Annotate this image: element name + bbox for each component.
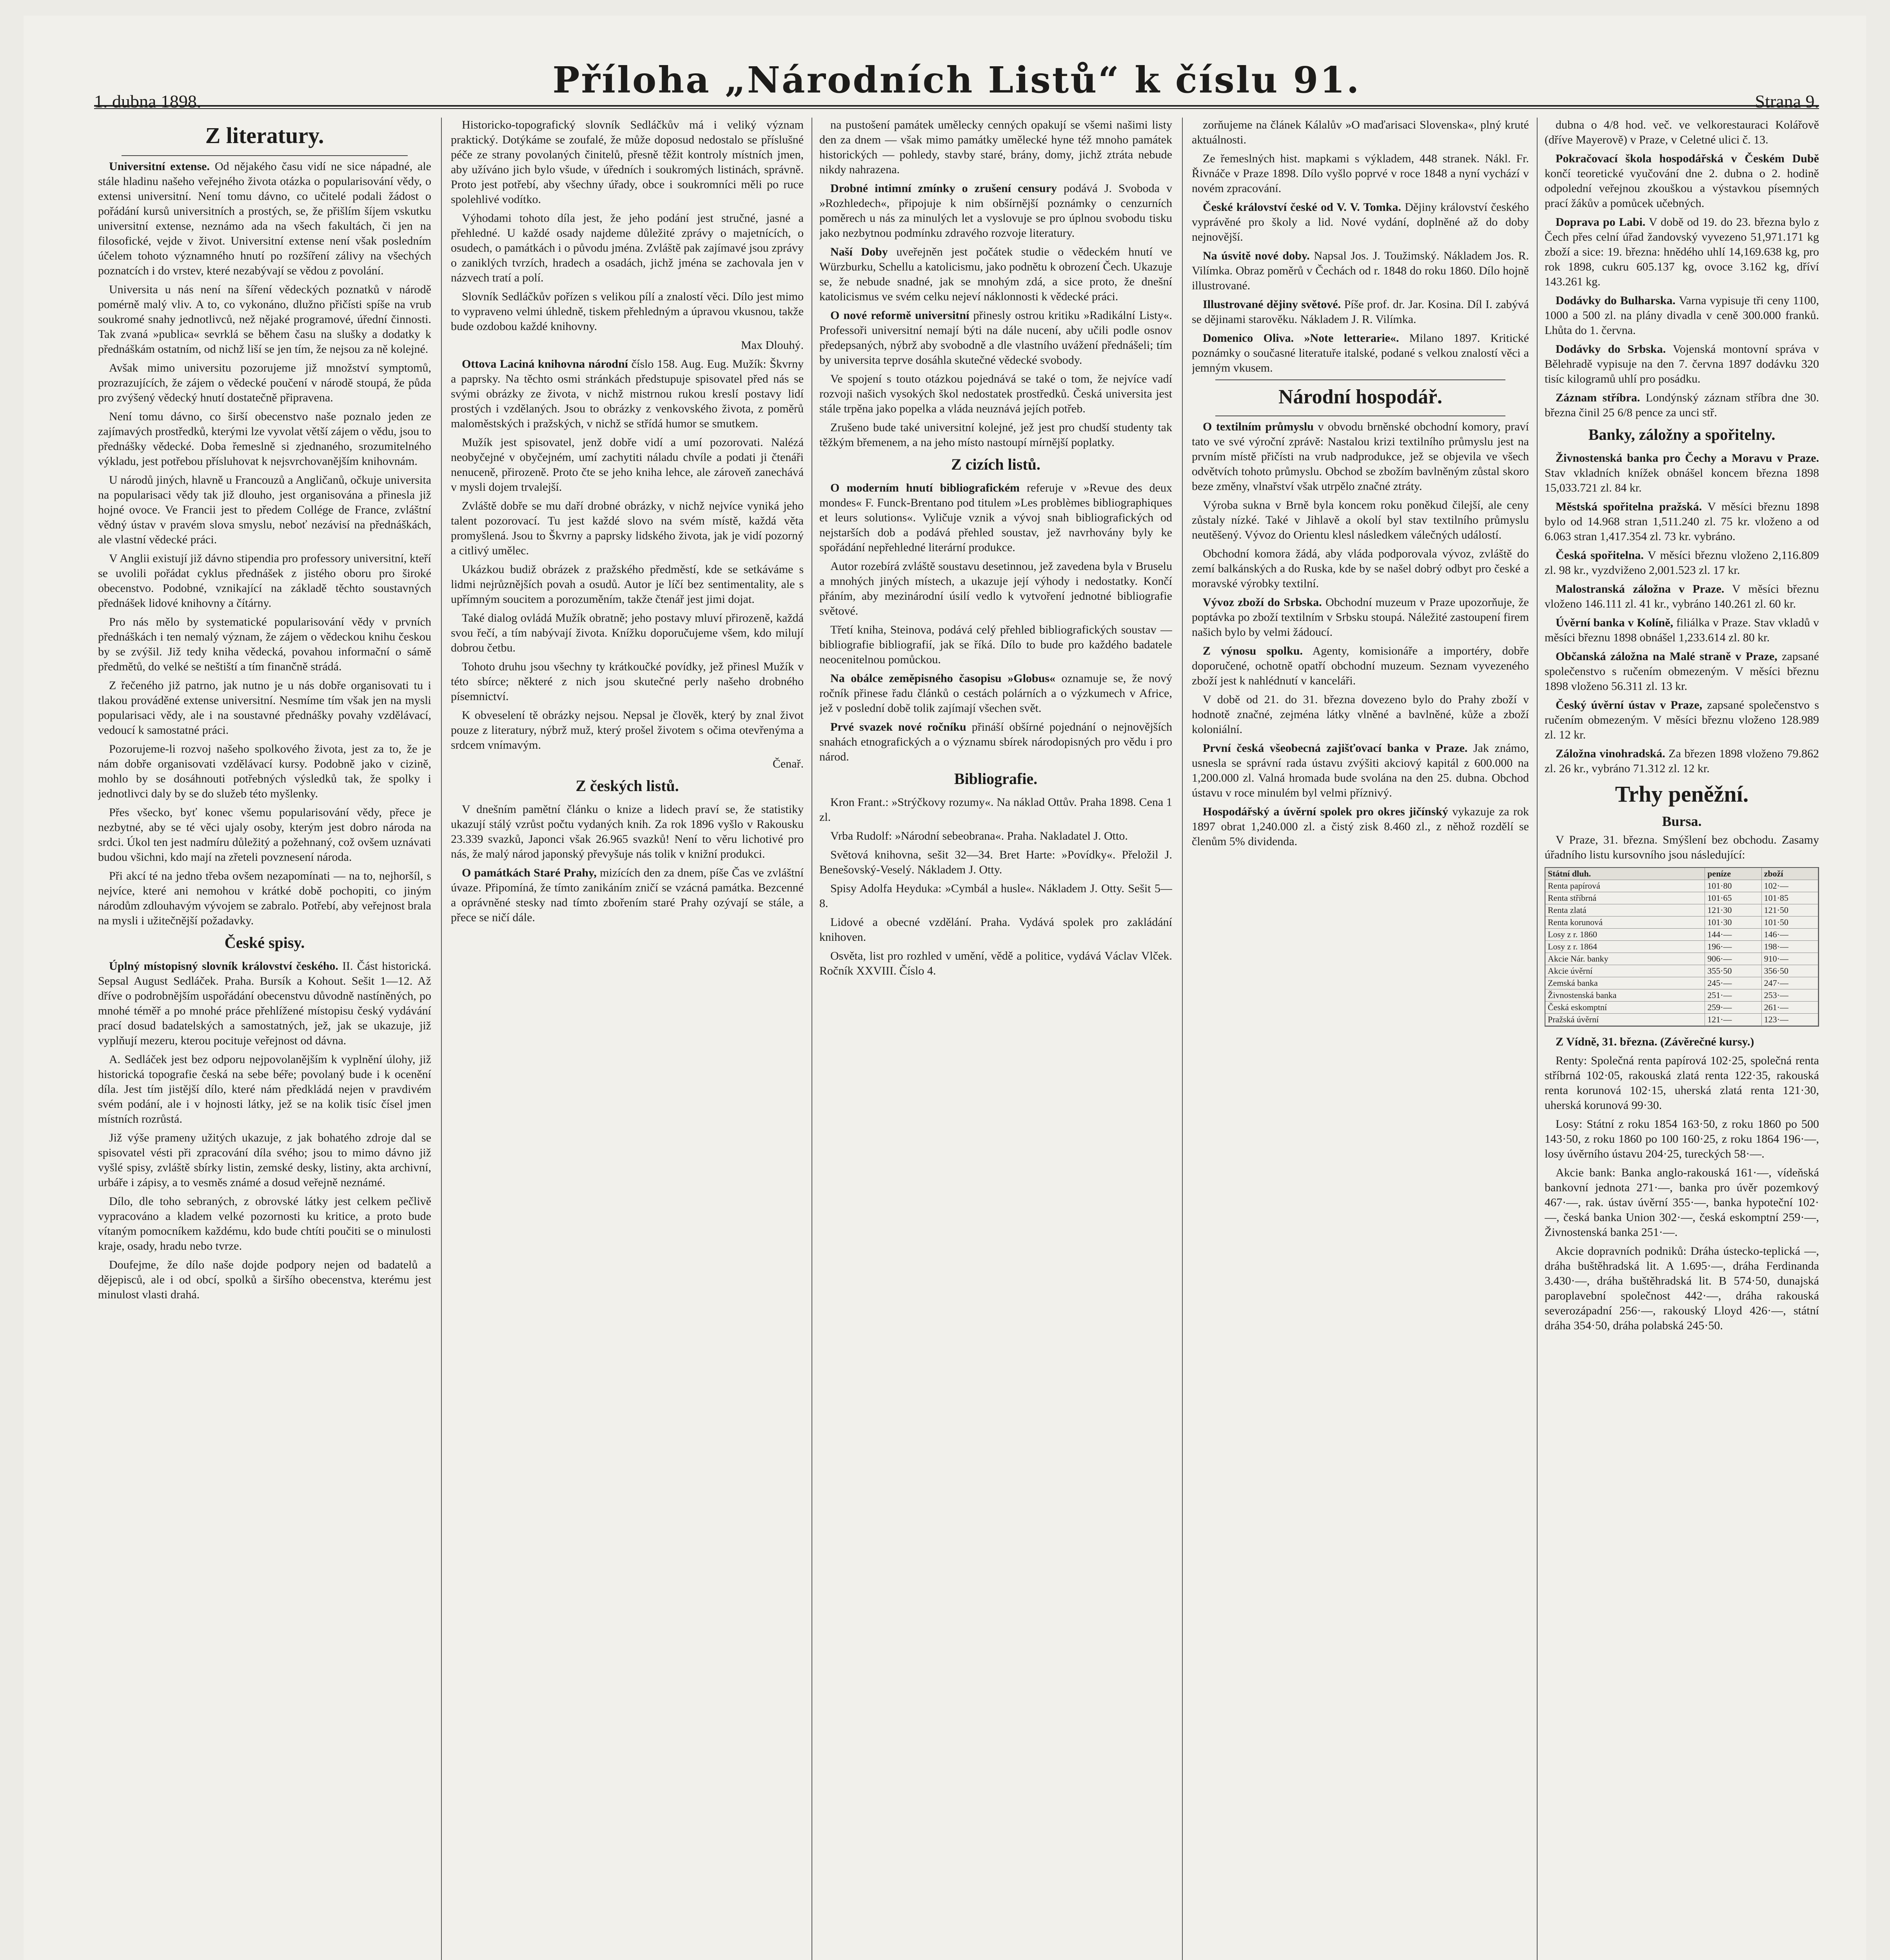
article-paragraph: [819, 308, 1172, 368]
column-3: [819, 118, 1172, 1960]
article-paragraph: Výroba sukna v Brně byla koncem roku poněkud čilejší, ale ceny zůstaly nízké. Také v Jihlavě a okolí byl stav textilního průmyslu neutěšený. Vývoz do Orientu klesl následkem válečných událostí.: [1192, 499, 1529, 541]
table-row: [1545, 892, 1818, 904]
article-paragraph: [1545, 499, 1819, 544]
article-paragraph: [819, 181, 1172, 241]
table-row: [1545, 1002, 1818, 1014]
table-cell: 102·—: [1762, 880, 1818, 892]
article-paragraph: Avšak mimo universitu pozorujeme již množství symptomů, prozrazujících, že zájem o vědecké poučení v národě stoupá, že půda pro zvýšený vědecký hnutí dostatečně připravena.: [98, 361, 431, 404]
article-paragraph: [1545, 151, 1819, 211]
article-paragraph: Mužík jest spisovatel, jenž dobře vidí a umí pozorovati. Nalézá neobyčejné v obyčejném, umí zachytiti náladu chvíle a podati ji čtenáři nenuceně, přirozeně. Proto čte se jeho kniha lehce, ale zároveň zanechává v mysli dojem trvalejší.: [451, 436, 804, 494]
table-cell: 261·—: [1762, 1002, 1818, 1013]
article-text: Dějiny království českého vyprávěné pro školy a lid. Nové vydání, doplněné až do doby nejnovější.: [1192, 201, 1529, 243]
article-text: V době od 19. do 23. března bylo z Čech přes celní úřad žandovský vyvezeno 51,971.171 kg zboží a sice: 19. března: hnědého uhlí 14,169.638 kg, pro rok 1898, cukru 605.137 kg, ovoce 3.162 kg, dříví 143.261 kg.: [1545, 216, 1819, 288]
article-title: Záložna vinohradská.: [1556, 747, 1665, 760]
article-paragraph: [1545, 649, 1819, 694]
table-cell: 251·—: [1705, 989, 1761, 1001]
article-title: Z výnosu spolku.: [1203, 644, 1303, 657]
table-cell: 910·—: [1762, 953, 1818, 965]
article-text: Jak známo, usnesla se správní rada ústavu zvýšiti akciový kapitál z 600.000 na 1,200.000 zl. Valná hromada bude svolána na den 25. dubna. Obchod ústavu v roce minulém byl velmi příznivý.: [1192, 742, 1529, 799]
table-row: [1545, 880, 1818, 892]
article-paragraph: Již výše prameny užitých ukazuje, z jak bohatého zdroje dal se spisovatel vésti při zpracování díla svého; jsou to mimo dávno již vyšlé spisy, zvláště sbírky listin, zemské desky, listiny, akta archivní, urbáře i zápisy, a to vesměs známé a dosud veřejně neznámé.: [98, 1131, 431, 1189]
article-text: vykazuje za rok 1897 obrat 1,240.000 zl. a čistý zisk 8.460 zl., z něhož rozdělí se členům 5% dividenda.: [1192, 805, 1529, 848]
article-title: Prvé svazek nové ročníku: [830, 720, 966, 733]
article-title: Na obálce zeměpisného časopisu »Globus«: [830, 672, 1055, 685]
article-title: O památkách Staré Prahy,: [462, 866, 597, 879]
article-title: Občanská záložna na Malé straně v Praze,: [1556, 650, 1777, 663]
article-paragraph: A. Sedláček jest bez odporu nejpovolanějším k vyplnění úlohy, již historická topografie česká na sebe béře; povolaný bude i k ocenění díla. Jest tím jistější dílo, které nám předkládá nejen v pravdivém svém podání, ale i v hojnosti látky, jež se na kolik tisíc čísel jmen místních rozrůstá.: [98, 1053, 431, 1125]
article-paragraph: [1192, 804, 1529, 849]
article-paragraph: [1545, 342, 1819, 387]
masthead-rule: [94, 105, 1819, 107]
table-cell: Losy z r. 1864: [1545, 941, 1705, 953]
article-paragraph: Přes všecko, byť konec všemu popularisování vědy, přece je nezbytné, aby se té věci ujaly osoby, kterým jest dobro národa na srdci. Úkol ten jest nadmíru důležitý a požehnaný, což ovšem uznávati budou všichni, kdo mají na zřeteli povznesení národa.: [98, 806, 431, 864]
article-text: Varna vypisuje tři ceny 1100, 1000 a 500 zl. na plány divadla v ceně 300.000 franků. Lhůta do 1. června.: [1545, 294, 1819, 337]
table-cell: 144·—: [1705, 929, 1761, 940]
table-cell: 355·50: [1705, 965, 1761, 977]
article-title: Na úsvitě nové doby.: [1203, 249, 1310, 262]
table-header-cell: Státní dluh.: [1545, 868, 1705, 880]
article-paragraph: [819, 245, 1172, 304]
table-cell: Renta stříbrná: [1545, 892, 1705, 904]
article-paragraph: Universita u nás není na šíření vědeckých poznatků v národě pomérně malý vliv. A to, co vykonáno, dlužno přičísti spíše na vrub soukromé snahy jednotlivců, než nějaké programové, úřední činnosti. Tak zvaná »publica« sevrklá se během času na slušky a dodatky k přednáškám ostatním, od nichž liší se jen tím, že nejsou za ně kolejné.: [98, 283, 431, 356]
table-row: [1545, 941, 1818, 953]
article-paragraph: Při akcí té na jedno třeba ovšem nezapomínati — na to, nejhoršíl, s nejvíce, které ani nemohou v krátké době pochopiti, co jiným národům zdlouhavým vývojem se zabralo. Potřebí, aby veřejnost brala na mysli i užitečnější požadavky.: [98, 869, 431, 927]
article-text: zapsané společenstvo s ručením obmezeným. V měsíci březnu vloženo 128.989 zl. 12 kr.: [1545, 699, 1819, 741]
article-paragraph: [1545, 582, 1819, 612]
article-title: Ottova Laciná knihovna národní: [462, 358, 628, 370]
article-paragraph: [1545, 215, 1819, 289]
article-paragraph: [1192, 595, 1529, 640]
article-paragraph: [1192, 644, 1529, 688]
subsection-heading-czech-papers: Z českých listů.: [576, 777, 679, 795]
table-cell: Renta papírová: [1545, 880, 1705, 892]
article-paragraph: Také dialog ovládá Mužík obratně; jeho postavy mluví přirozeně, každá svou řečí, a tím nabývají života. Knížku doporučujeme všem, kdo milují dobrou četbu.: [451, 612, 804, 654]
column-divider: [1537, 118, 1538, 1960]
article-paragraph: U národů jiných, hlavně u Francouzů a Angličanů, očkuje universita na popularisaci vědy tak již dlouho, jest organisována a přinesla již hojné ovoce. Ve Francii jest to předem Collége de France, zvláštní vědný ústav v pravém slova smyslu, neboť nezávisí na přednáškách, ale vlastní vědecké práci.: [98, 474, 431, 546]
article-title: Vývoz zboží do Srbska.: [1203, 596, 1322, 609]
table-row: [1545, 953, 1818, 965]
masthead: [94, 59, 1819, 111]
article-title: České království české od V. V. Tomka.: [1203, 201, 1401, 214]
table-cell: Akcie Nár. banky: [1545, 953, 1705, 965]
article-paragraph: Tohoto druhu jsou všechny ty krátkoučké povídky, jež přinesl Mužík v této sbírce; některé z nich jsou skutečné perly našeho drobného písemnictví.: [451, 660, 804, 703]
article-paragraph: Autor rozebírá zvláště soustavu desetinnou, jež zavedena byla v Bruselu a mnohých jiných místech, a ukazuje její výhody i nedostatky. Končí přáním, aby mezinárodní úsilí vedlo k vytvoření jednotné bibliografie světové.: [819, 560, 1172, 617]
table-cell: 245·—: [1705, 977, 1761, 989]
article-paragraph: [1545, 390, 1819, 420]
article-title: Pokračovací škola hospodářská v Českém Dubě: [1556, 152, 1819, 165]
article-title: Universitní extense.: [109, 160, 210, 173]
article-paragraph: [1192, 419, 1529, 494]
article-title: Dodávky do Srbska.: [1556, 343, 1666, 356]
article-text: podává J. Svoboda v »Rozhledech«, připojuje k nim obšírnější poznámky o cenzurních poměrech u nás za minulých let a vyslovuje se pro úplnou svobodu tisku jako nezbytnou podmínku zdravého rozvoje literatury.: [819, 182, 1172, 240]
subsection-heading-foreign-papers: Z cizích listů.: [951, 456, 1040, 473]
article-text: mizících den za dnem, píše Čas ve zvláštní úvaze. Připomíná, že tímto zanikáním zničí se vzácná památka. Bezcenné a oprávněné stesky nad tímto zbořením staré Prahy ozývají se stále, a přece se ničí dále.: [451, 866, 804, 924]
column-5: [1545, 118, 1819, 1960]
article-paragraph: Zrušeno bude také universitní kolejné, jež jest pro chudší studenty tak těžkým břemenem, a na jeho místo nastoupí mírnější poplatky.: [819, 421, 1172, 449]
article-title: Úvěrní banka v Kolíně,: [1556, 616, 1673, 629]
article-title: První česká všeobecná zajišťovací banka v Praze.: [1203, 742, 1468, 755]
article-title: Drobné intimní zmínky o zrušení censury: [830, 182, 1057, 195]
table-row: [1545, 965, 1818, 977]
masthead-title: Příloha „Národních Listů“ k číslu 91.: [552, 59, 1361, 101]
article-paragraph: [1192, 297, 1529, 327]
article-paragraph: Slovník Sedláčkův pořízen s velikou pílí a znalostí věci. Dílo jest mimo to vypraveno velmi úhledně, tiskem přehledným a úpravou vkusnou, takže bude ozdobou každé knihovny.: [451, 290, 804, 333]
table-cell: Česká eskomptní: [1545, 1002, 1705, 1013]
table-header-cell: zboží: [1762, 868, 1818, 880]
article-title: Živnostenská banka pro Čechy a Moravu v Praze.: [1556, 452, 1819, 465]
article-title: Česká spořitelna.: [1556, 549, 1644, 562]
article-paragraph: V dnešním pamětní článku o knize a lidech praví se, že statistiky ukazují stálý vzrůst počtu vydaných knih. Za rok 1896 vyšlo v Rakousku 23.339 svazků, Japonci však 26.965 svazků! Není to věru lichotivé pro nás, že malý národ japonský převyšuje nás tolik v knižní produkci.: [451, 803, 804, 860]
table-row: [1545, 977, 1818, 989]
article-paragraph: Doufejme, že dílo naše dojde podpory nejen od badatelů a dějepisců, ale i od obcí, spolků a širšího obecenstva, kterému jest minulost vlasti drahá.: [98, 1258, 431, 1301]
article-title: Městská spořitelna pražská.: [1556, 500, 1702, 513]
article-paragraph: [1545, 548, 1819, 578]
article-text: filiálka v Praze. Stav vkladů v měsíci březnu 1898 obnášel 1,233.614 zl. 80 kr.: [1545, 616, 1819, 644]
article-paragraph: [98, 159, 431, 278]
article-text: Agenty, komisionáře a importéry, dobře doporučené, ochotně opatří obchodní muzeum. Seznam vyvezeného zboží jest k nahlédnutí v kanceláři.: [1192, 644, 1529, 687]
article-title: Hospodářský a úvěrní spolek pro okres jičínský: [1203, 805, 1449, 818]
article-paragraph: Renty: Společná renta papírová 102·25, společná renta stříbrná 102·05, rakouská zlatá renta 122·35, rakouská renta korunová 102·15, uherská zlatá renta 121·30, uherská korunová 99·30.: [1545, 1054, 1819, 1112]
article-paragraph: [819, 481, 1172, 555]
bibliography-entry: Osvěta, list pro rozhled v umění, vědě a politice, vydává Václav Vlček. Ročník XXVIII. Číslo 4.: [819, 949, 1172, 977]
article-title: Domenico Oliva. »Note letterarie«.: [1203, 332, 1399, 345]
article-text: Milano 1897. Kritické poznámky o současné literatuře italské, podané s velkou znalostí věci a jemným vkusem.: [1192, 332, 1529, 374]
table-cell: Živnostenská banka: [1545, 989, 1705, 1001]
article-title: Dodávky do Bulharska.: [1556, 294, 1676, 307]
bibliography-entry: Světová knihovna, sešit 32—34. Bret Harte: »Povídky«. Přeložil J. Benešovský-Veselý. Nákladem J. Otty.: [819, 848, 1172, 876]
section-heading-literature: Z literatury.: [205, 123, 324, 148]
article-paragraph: [98, 959, 431, 1048]
table-cell: 247·—: [1762, 977, 1818, 989]
issue-date: 1. dubna 1898.: [94, 91, 202, 111]
vienna-heading: [1545, 1034, 1819, 1049]
table-cell: 121·30: [1705, 904, 1761, 916]
author-signature: Čenař.: [772, 757, 804, 770]
article-text: II. Část historická. Sepsal August Sedláček. Praha. Bursík a Kohout. Sešit 1—12. Až dříve o podrobnějším uspořádání obecenstvu důvodně nastíněných, po mnohé téměř a po mnohé práce přehlížené místopisu český vydávání prací dosud badatelských a samostatných, jež, jak se ukazuje, již vyplňují mezeru, kterou pocituje veřejnost od dávna.: [98, 960, 431, 1047]
article-paragraph: Akcie dopravních podniků: Dráha ústecko-teplická —, dráha buštěhradská lit. A 1.695·—, dráha Ferdinanda 3.430·—, dráha buštěhradská lit. B 574·50, dunajská paroplavební společnost 442·—, dráha rakouská severozápadní 256·—, rakouský Lloyd 426·—, státní dráha 354·50, dráha polabská 245·50.: [1545, 1245, 1819, 1332]
column-divider: [441, 118, 442, 1960]
article-title: Doprava po Labi.: [1556, 216, 1646, 229]
article-title: O textilním průmyslu: [1203, 420, 1314, 433]
article-text: v obvodu brněnské obchodní komory, praví tato ve své výroční zprávě: Nastalou krizi textilního průmyslu jest na prvním místě přičísti na vrub nadprodukce, jež se objevila ve všech odvětvích tohoto průmyslu. Obchod se zbožím bavlněným zůstal skoro beze změny, vlnařství však utrpělo značné ztráty.: [1192, 420, 1529, 493]
article-text: Za březen 1898 vloženo 79.862 zl. 26 kr., vybráno 71.312 zl. 12 kr.: [1545, 747, 1819, 775]
article-text: V měsíci březnu vloženo 146.111 zl. 41 kr., vybráno 140.261 zl. 60 kr.: [1545, 583, 1819, 610]
article-text: zapsané společenstvo s ručením obmezeným. V měsíci březnu 1898 vloženo 56.311 zl. 13 kr.: [1545, 650, 1819, 693]
article-text: Od nějakého času vidí ne sice nápadné, ale stále hladinu našeho veřejného života otázka o popularisování vědy, o extensi universitní. Není tomu dávno, co učitelé podali žádost o pořádání kursů universitních a prostých, se, že přišlím šíjem vskutku universitní extense, neznámo ada na všech fakultách, či jen na filosofické, vejde v život. Universitní extense není však posledním účelem tohoto významného hnutí po rozšíření zálivy na všechých poznatcích i do vrstev, které nezabývají se vědou z povolání.: [98, 160, 431, 277]
subsection-heading-bourse: Bursa.: [1662, 813, 1702, 829]
column-2: [451, 118, 804, 1960]
article-text: přinesly ostrou kritiku »Radikální Listy«. Professoři universitní nemají býti na dále nucení, aby učili podle osnov předepsaných, nýbrž aby svobodně a dle vlastního uvážení přednášeli; tím by universita teprve dosáhla skutečné vědecké svobody.: [819, 309, 1172, 367]
article-paragraph: Obchodní komora žádá, aby vláda podporovala vývoz, zvláště do zemí balkánských a do Ruska, kde by se našel dobrý odbyt pro české a moravské výrobky textilní.: [1192, 547, 1529, 590]
article-paragraph: [819, 671, 1172, 716]
article-paragraph: [1192, 331, 1529, 376]
article-text: Obchodní muzeum v Praze upozorňuje, že poptávka po zboží textilním v Srbsku stoupá. Náležité zastoupení firem našich bylo by velmi žádoucí.: [1192, 596, 1529, 639]
section-heading-banks: Banky, záložny a spořitelny.: [1588, 426, 1776, 443]
table-cell: Renta korunová: [1545, 916, 1705, 928]
article-paragraph: [819, 720, 1172, 764]
table-cell: 253·—: [1762, 989, 1818, 1001]
article-text: Píše prof. dr. Jar. Kosina. Díl I. zabývá se dějinami starověku. Nákladem J. R. Vilímka.: [1192, 298, 1529, 326]
table-cell: Akcie úvěrní: [1545, 965, 1705, 977]
subsection-heading-czech-books: České spisy.: [224, 934, 305, 951]
table-cell: 121·—: [1705, 1014, 1761, 1025]
article-title: Z Vídně, 31. března. (Závěrečné kursy.): [1556, 1035, 1754, 1048]
heading-rule: [122, 155, 408, 156]
article-title: O nové reformě universitní: [830, 309, 970, 322]
table-header-row: [1545, 868, 1818, 880]
table-cell: Renta zlatá: [1545, 904, 1705, 916]
article-paragraph: Třetí kniha, Steinova, podává celý přehled bibliografických soustav — bibliografie bibliografií, jak se říká. Dílo to bude pro každého badatele neocenitelnou pomůckou.: [819, 623, 1172, 666]
article-title: Malostranská záložna v Praze.: [1556, 583, 1725, 595]
column-divider: [1182, 118, 1183, 1960]
table-cell: 356·50: [1762, 965, 1818, 977]
article-paragraph: K obveselení tě obrázky nejsou. Nepsal je člověk, který by znal život pouze z literatury, nýbrž muž, který prošel životem s očima otevřenýma a srdcem vnímavým.: [451, 709, 804, 751]
article-text: končí teoretické vyučování dne 2. dubna o 2. hodině odpolední veřejnou zkouškou a výstavkou písemných prací žákův a pomůcek učebných.: [1545, 167, 1819, 210]
table-cell: 123·—: [1762, 1014, 1818, 1025]
article-paragraph: [1545, 746, 1819, 776]
bibliography-entry: Lidové a obecné vzdělání. Praha. Vydává spolek pro zakládání knihoven.: [819, 916, 1172, 944]
table-cell: Losy z r. 1860: [1545, 929, 1705, 940]
table-cell: 101·80: [1705, 880, 1761, 892]
article-paragraph: V Anglii existují již dávno stipendia pro professory universitní, kteří se uvolili pořádat cyklus přednášek z jistého oboru pro široké obecenstvo. Podobné, vznikající na základě těchto soustavných přednášek lidové knihovny a čítárny.: [98, 552, 431, 610]
subsection-heading-bibliography: Bibliografie.: [954, 770, 1038, 788]
article-title: Záznam stříbra.: [1556, 391, 1640, 404]
article-paragraph: [451, 357, 804, 431]
section-heading-economy: Národní hospodář.: [1278, 386, 1443, 408]
article-paragraph: Akcie bank: Banka anglo-rakouská 161·—, vídeňská bankovní jednota 271·—, banka pro úvěr pozemkový 467·—, rak. ústav úvěrní 355·—, banka hypoteční 102·—, česká banka Union 302·—, česká eskomptní 259·—, Živnostenská banka 251·—.: [1545, 1166, 1819, 1239]
table-cell: 101·65: [1705, 892, 1761, 904]
article-paragraph: [451, 866, 804, 925]
article-text: Londýnský záznam stříbra dne 30. března činil 25 6/8 pence za unci stř.: [1545, 391, 1819, 419]
article-paragraph: [1545, 698, 1819, 742]
table-cell: 121·50: [1762, 904, 1818, 916]
article-paragraph: Losy: Státní z roku 1854 163·50, z roku 1860 po 500 143·50, z roku 1860 po 100 160·25, z roku 1864 196·—, losy úvěrního ústavu 204·25, tureckých 58·—.: [1545, 1118, 1819, 1160]
article-text: V měsíci březnu vloženo 2,116.809 zl. 98 kr., vyzdviženo 2,001.523 zl. 17 kr.: [1545, 549, 1819, 577]
bibliography-entry: Spisy Adolfa Heyduka: »Cymbál a husle«. Nákladem J. Otty. Sešit 5—8.: [819, 882, 1172, 910]
table-cell: Pražská úvěrní: [1545, 1014, 1705, 1025]
article-title: Illustrované dějiny světové.: [1203, 298, 1341, 311]
exchange-rate-table: [1545, 867, 1819, 1027]
article-paragraph: Není tomu dávno, co širší obecenstvo naše poznalo jeden ze zajímavých prostředků, kterými lze vyvolat větší zájem o vědu, jsou to přednášky vědecké. Doba řemeslně si zjednaného, srozumitelného výkladu, jest potřebou přísluhovat k nejsvrchovanějším knihovnám.: [98, 410, 431, 468]
table-cell: 101·85: [1762, 892, 1818, 904]
table-cell: 101·50: [1762, 916, 1818, 928]
article-paragraph: Výhodami tohoto díla jest, že jeho podání jest stručné, jasné a přehledné. U každé osady najdeme důležité zprávy o majetnících, o osudech, o památkách i o původu jména. Zvláště pak zajímavé jsou zprávy o zaniklých tvrzích, hradech a osadách, jichž jména se zachovala jen v názvech tratí a polí.: [451, 212, 804, 284]
table-cell: 101·30: [1705, 916, 1761, 928]
article-text: číslo 158. Aug. Eug. Mužík: Škvrny a paprsky. Na těchto osmi stránkách předstupuje spisovatel před nás se svými obrázky ze života, v nichž mistrnou rukou kreslí postavy lidí prostých i vzdělaných. Jsou to obrázky z venkovského života, z poměrů maloměstských i pražských, v nichž se střídá humor se smutkem.: [451, 358, 804, 430]
article-paragraph: [1545, 615, 1819, 645]
table-cell: 146·—: [1762, 929, 1818, 940]
section-heading-money-markets: Trhy peněžní.: [1615, 781, 1749, 807]
table-row: [1545, 904, 1818, 916]
table-cell: 196·—: [1705, 941, 1761, 953]
page-number: Strana 9.: [1755, 91, 1819, 111]
article-paragraph: V Praze, 31. března. Smýšlení bez obchodu. Zasamy úřadního listu kursovního jsou následující:: [1545, 833, 1819, 861]
article-paragraph: V době od 21. do 31. března dovezeno bylo do Prahy zboží v hodnotě značné, zejména látky vlněné a bavlněné, kůže a zboží koloniální.: [1192, 693, 1529, 736]
bibliography-entry: Vrba Rudolf: »Národní sebeobrana«. Praha. Nakladatel J. Otto.: [830, 829, 1128, 842]
bibliography-entry: Kron Frant.: »Strýčkovy rozumy«. Na náklad Ottův. Praha 1898. Cena 1 zl.: [819, 796, 1172, 824]
table-cell: 198·—: [1762, 941, 1818, 953]
article-paragraph: Ze řemeslných hist. mapkami s výkladem, 448 stranek. Nákl. Fr. Řivnáče v Praze 1898. Dílo vyšlo poprvé v roce 1848 a nyní vychází v novém zpracování.: [1192, 152, 1529, 195]
column-1: [98, 118, 431, 1960]
article-text: Vojenská montovní správa v Bělehradě vypisuje na den 7. června 1897 dodávku 320 tisíc kilogramů uhlí pro posádku.: [1545, 343, 1819, 385]
table-cell: 259·—: [1705, 1002, 1761, 1013]
table-row: [1545, 916, 1818, 929]
table-header-cell: peníze: [1705, 868, 1761, 880]
article-paragraph: Ukázkou budiž obrázek z pražského předměstí, kde se setkáváme s lidmi nejrůznějších povah a osudů. Autor je líčí bez sentimentality, ale s upřímným soucitem a porozuměním, takže čtenář jest jimi dojat.: [451, 563, 804, 606]
column-4: [1192, 118, 1529, 1960]
article-title: O moderním hnutí bibliografickém: [830, 481, 1020, 494]
article-paragraph: Ve spojení s touto otázkou pojednává se také o tom, že nejvíce vadí rozvoji našich vysokých škol nedostatek prostředků. Česká universita jest stále trpěna jako popelka a vláda neuznává jejích potřeb.: [819, 372, 1172, 415]
article-paragraph: Dílo, dle toho sebraných, z obrovské látky jest celkem pečlivě vypracováno a kladem velké pozornosti ku kritice, a proto bude vítaným pomocníkem každému, kdo bude chtíti poučiti se o minulosti kraje, osady, hradu nebo tvrze.: [98, 1195, 431, 1252]
article-paragraph: Zvláště dobře se mu daří drobné obrázky, v nichž nejvíce vyniká jeho talent pozorovací. Tu jest každé slovo na svém místě, každá věta promyšlená. Jsou to Škvrny a paprsky lidského života, jak je vidí pozorný a citlivý umělec.: [451, 499, 804, 557]
masthead-rule-thin: [94, 108, 1819, 109]
article-paragraph: Pozorujeme-li rozvoj našeho spolkového života, jest za to, že je nám dobře organisovati vzdělávací kursy. Podobně jako v cizině, mohlo by se dosáhnouti potřebných výsledků tak, že spolky i jednotlivci daly by se do služeb této myšlenky.: [98, 742, 431, 800]
article-text: V měsíci březnu 1898 bylo od 14.968 stran 1,511.240 zl. 75 kr. vloženo a od 6.063 stran 1,417.354 zl. 73 kr. vybráno.: [1545, 500, 1819, 543]
article-paragraph: [1192, 200, 1529, 245]
article-paragraph: [1545, 451, 1819, 495]
article-paragraph: dubna o 4/8 hod. več. ve velkorestauraci Kolářově (dříve Mayerově) v Praze, v Celetné ulici č. 13.: [1545, 118, 1819, 146]
article-text: Napsal Jos. J. Toužimský. Nákladem Jos. R. Vilímka. Obraz poměrů v Čechách od r. 1848 do roku 1860. Dílo hojně illustrované.: [1192, 249, 1529, 292]
table-row: [1545, 1014, 1818, 1026]
article-paragraph: zorňujeme na článek Kálalův »O maďarisaci Slovenska«, plný kruté aktuálnosti.: [1192, 118, 1529, 146]
article-paragraph: [1192, 741, 1529, 800]
article-text: referuje v »Revue des deux mondes« F. Funck-Brentano pod titulem »Les problèmes bibliographiques et leurs solutions«. Vyličuje vznik a vývoj snah bibliografických od nejstarších dob a podává přehled soustav, jež navrhovány byly ke spořádání nepřehledné literární produkce.: [819, 481, 1172, 554]
article-title: Úplný místopisný slovník království českého.: [109, 960, 338, 973]
article-paragraph: na pustošení památek umělecky cenných opakují se všemi našimi listy den za dnem — však mimo památky umělecké hyne též mnoho památek historických — pohledy, stavby staré, brány, domy, jichž ztráta nebude nikdy nahrazena.: [819, 118, 1172, 176]
article-text: přináší obšírné pojednání o nejnovějších snahách etnografických a o významu sbírek národopisných pro vědu i pro národ.: [819, 720, 1172, 763]
table-cell: Zemská banka: [1545, 977, 1705, 989]
article-title: Naší Doby: [830, 245, 888, 258]
article-paragraph: [1192, 249, 1529, 293]
table-row: [1545, 989, 1818, 1002]
article-paragraph: Pro nás mělo by systematické popularisování vědy v prvních přednáškách i ten nemalý význam, že zájem o vědeckou knihu českou by se zvýšil. Již tedy kniha vědecká, povahou informační o sámě předmětů, do velké se neštiští a tím finančně strádá.: [98, 615, 431, 673]
author-signature: Max Dlouhý.: [741, 339, 804, 352]
table-cell: 906·—: [1705, 953, 1761, 965]
article-text: Stav vkladních knížek obnášel koncem března 1898 15,033.721 zl. 84 kr.: [1545, 466, 1819, 494]
article-paragraph: Z řečeného již patrno, jak nutno je u nás dobře organisovati tu i tlakou prováděné extense universitní. Nesmíme tím však jen na mysli popularisaci vědy, ale i na soustavné přednášky povahy vzdělávací, vedoucí k samostatné práci.: [98, 679, 431, 737]
section-rule: [1215, 379, 1505, 380]
table-row: [1545, 929, 1818, 941]
article-title: Český úvěrní ústav v Praze,: [1556, 699, 1703, 711]
article-text: oznamuje se, že nový ročník přinese řadu článků o cestách polárních a o výzkumech v Africe, jež v poslední době tolik zajímají všechen svět.: [819, 672, 1172, 715]
article-text: uveřejněn jest počátek studie o vědeckém hnutí ve Würzburku, Schellu a katolicismu, jako podnětu k obrození Čech. Ukazuje se, že nebude snadné, jak se mnohým zdá, a sice proto, že dnešní katolicismus ve svém celku nejeví náklonnosti k vědecké práci.: [819, 245, 1172, 303]
article-paragraph: Historicko-topografický slovník Sedláčkův má i veliký význam praktický. Dotýkáme se zoufalé, že může doposud nedostalo se příslušné péče ze strany povolaných činitelů, přesně těžit kontroly místních jmen, aby užíváno jich bylo všude, v úředních i soukromých listinách, správně. Proto jest potřebí, aby všechny úřady, obce i soukromníci měli po ruce spolehlivé vodítko.: [451, 118, 804, 206]
article-paragraph: [1545, 293, 1819, 338]
